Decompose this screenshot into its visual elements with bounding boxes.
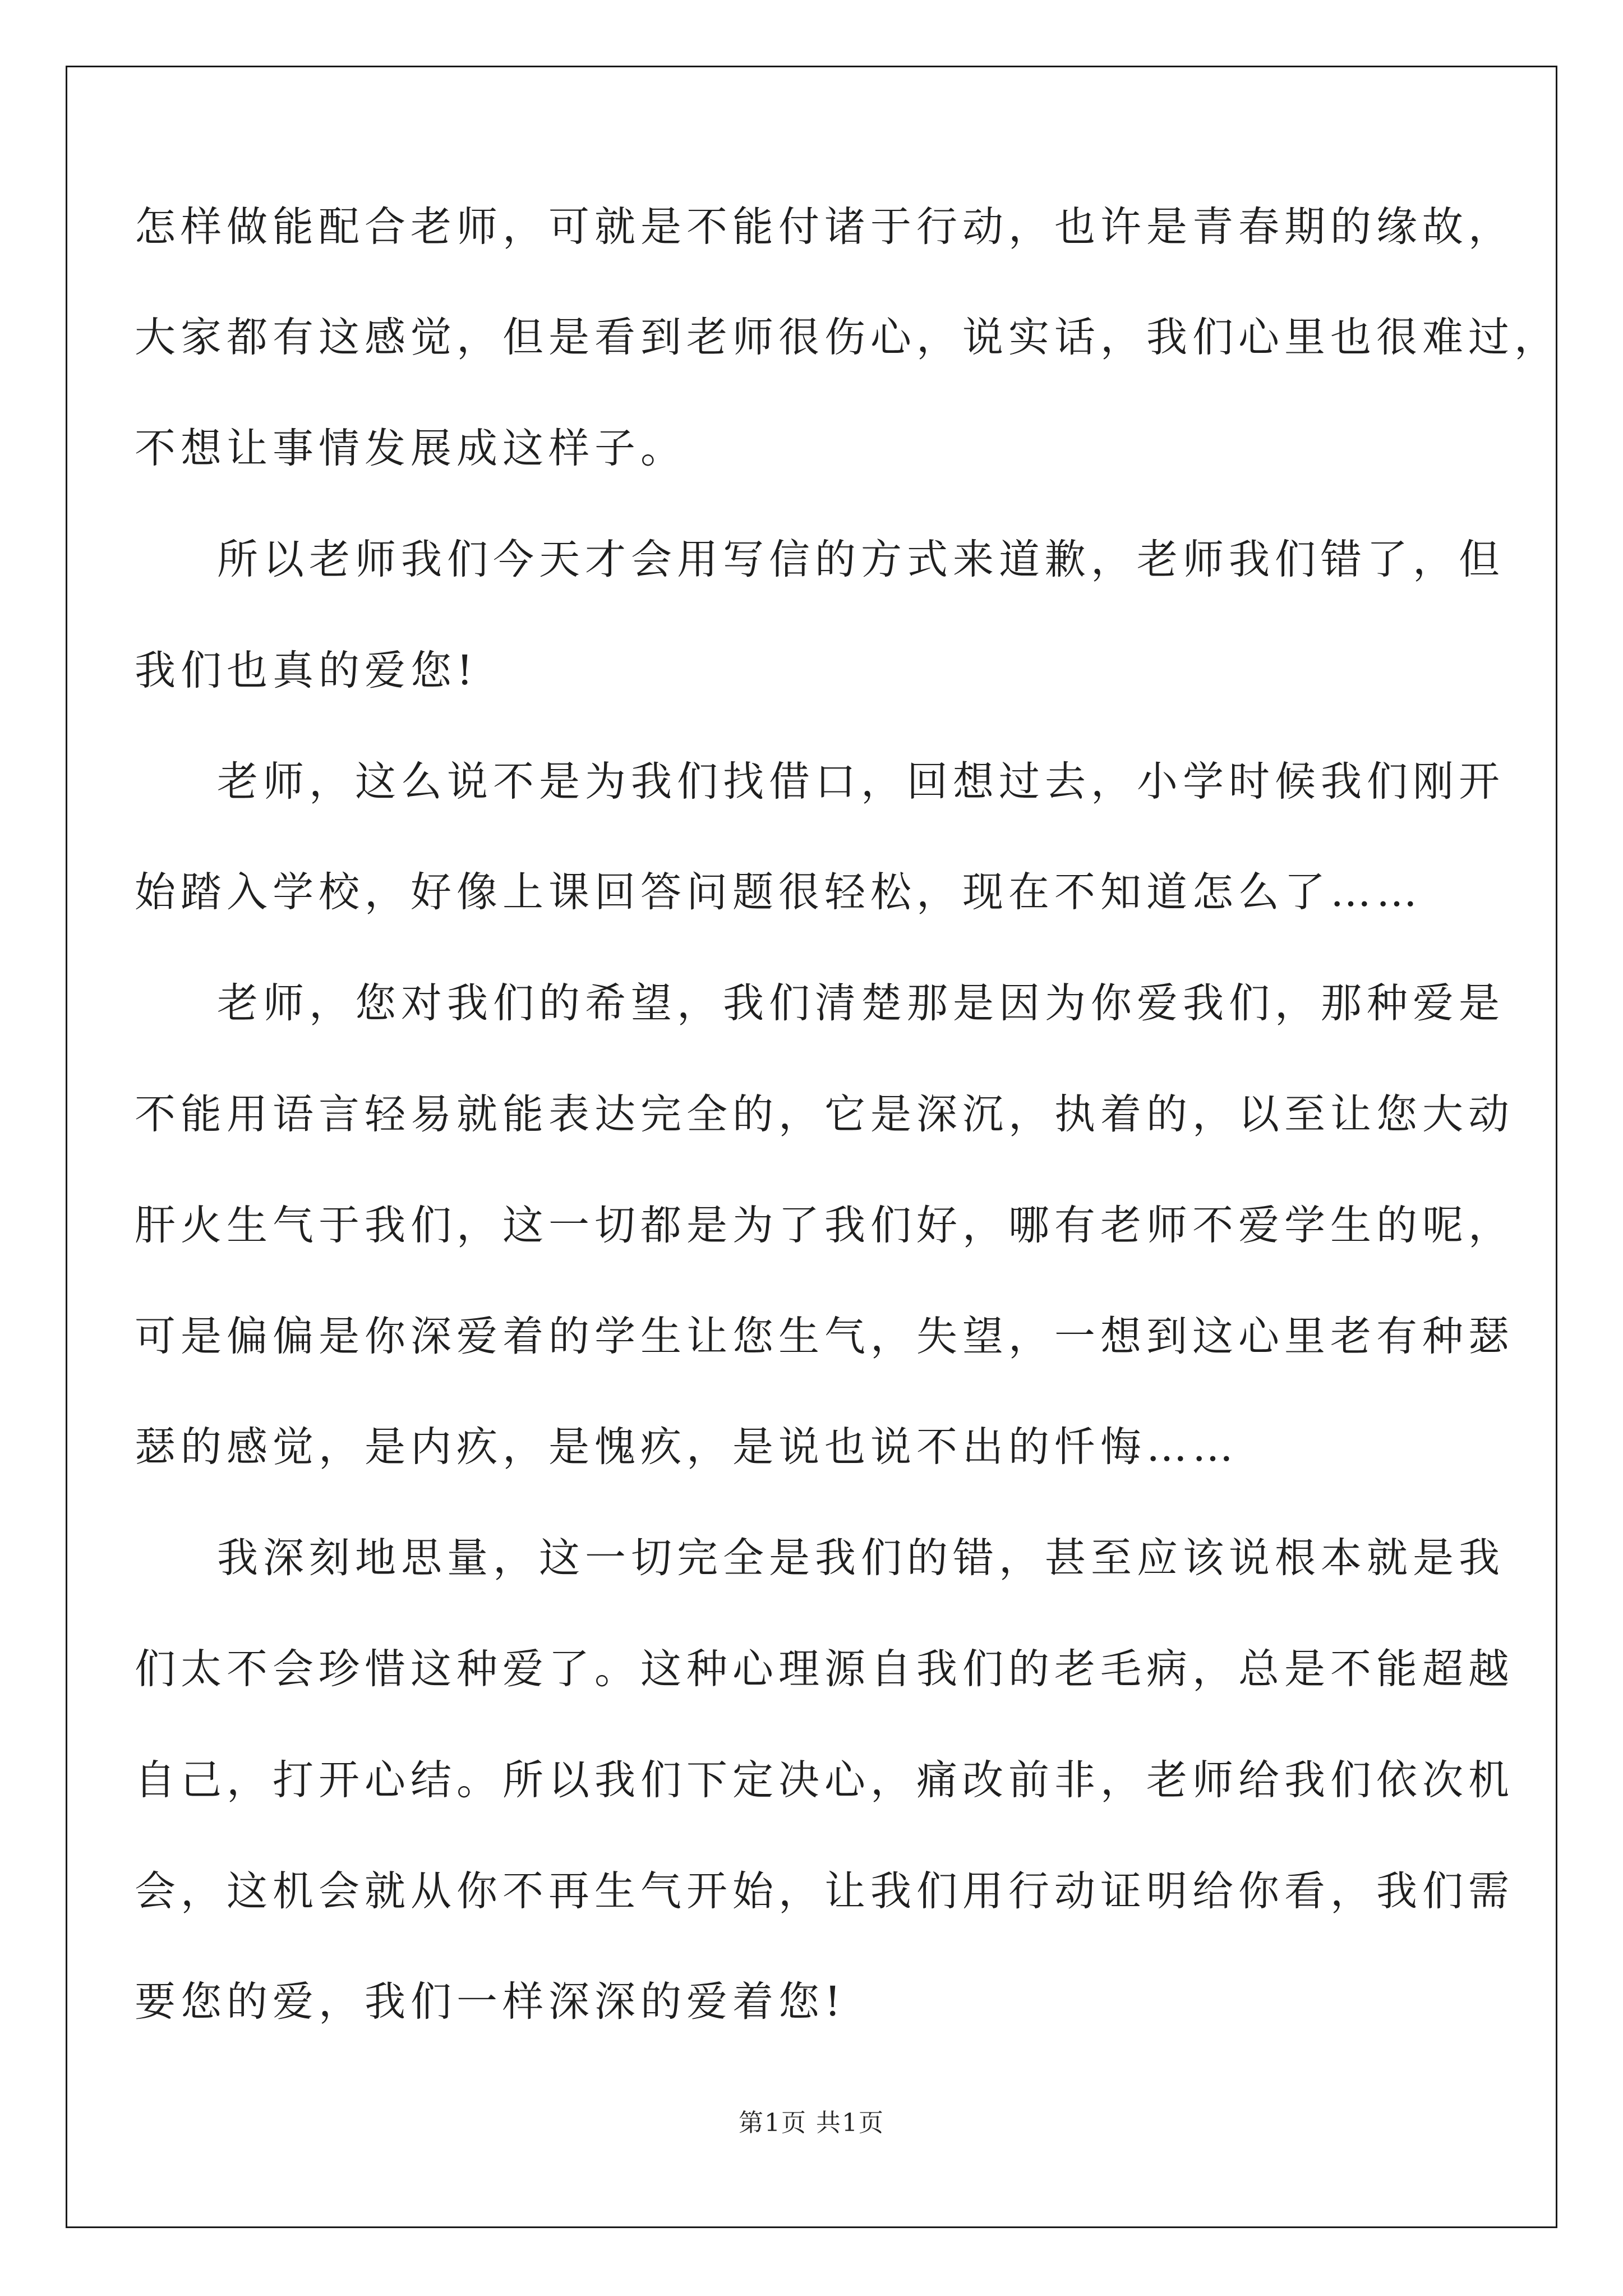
text-line: 大家都有这感觉，但是看到老师很伤心，说实话，我们心里也很难过， [135, 314, 1560, 361]
text-line: 始踏入学校，好像上课回答问题很轻松，现在不知道怎么了…… [135, 868, 1422, 916]
paragraph-first-line: 所以老师我们今天才会用写信的方式来道歉，老师我们错了，但 [217, 536, 1505, 583]
text-line: 要您的爱，我们一样深深的爱着您! [135, 1978, 846, 2026]
text-line: 不能用语言轻易就能表达完全的，它是深沉，执着的，以至让您大动 [135, 1091, 1514, 1138]
text-line: 们太不会珍惜这种爱了。这种心理源自我们的老毛病，总是不能超越 [135, 1645, 1514, 1693]
paragraph-first-line: 我深刻地思量，这一切完全是我们的错，甚至应该说根本就是我 [217, 1534, 1505, 1582]
text-line: 瑟的感觉，是内疚，是愧疚，是说也说不出的忏悔…… [135, 1423, 1238, 1471]
text-line: 我们也真的爱您! [135, 647, 478, 694]
paragraph-first-line: 老师，您对我们的希望，我们清楚那是因为你爱我们，那种爱是 [217, 979, 1505, 1027]
page-number-footer: 第1页 共1页 [739, 2109, 884, 2137]
paragraph-first-line: 老师，这么说不是为我们找借口，回想过去，小学时候我们刚开 [217, 758, 1505, 806]
text-line: 怎样做能配合老师，可就是不能付诸于行动，也许是青春期的缘故， [135, 203, 1514, 251]
text-line: 可是偏偏是你深爱着的学生让您生气，失望，一想到这心里老有种瑟 [135, 1313, 1514, 1360]
text-line: 肝火生气于我们，这一切都是为了我们好，哪有老师不爱学生的呢， [135, 1202, 1514, 1249]
text-line: 自己，打开心结。所以我们下定决心，痛改前非，老师给我们依次机 [135, 1756, 1514, 1804]
text-line: 会，这机会就从你不再生气开始，让我们用行动证明给你看，我们需 [135, 1867, 1514, 1915]
text-line: 不想让事情发展成这样子。 [135, 425, 686, 472]
